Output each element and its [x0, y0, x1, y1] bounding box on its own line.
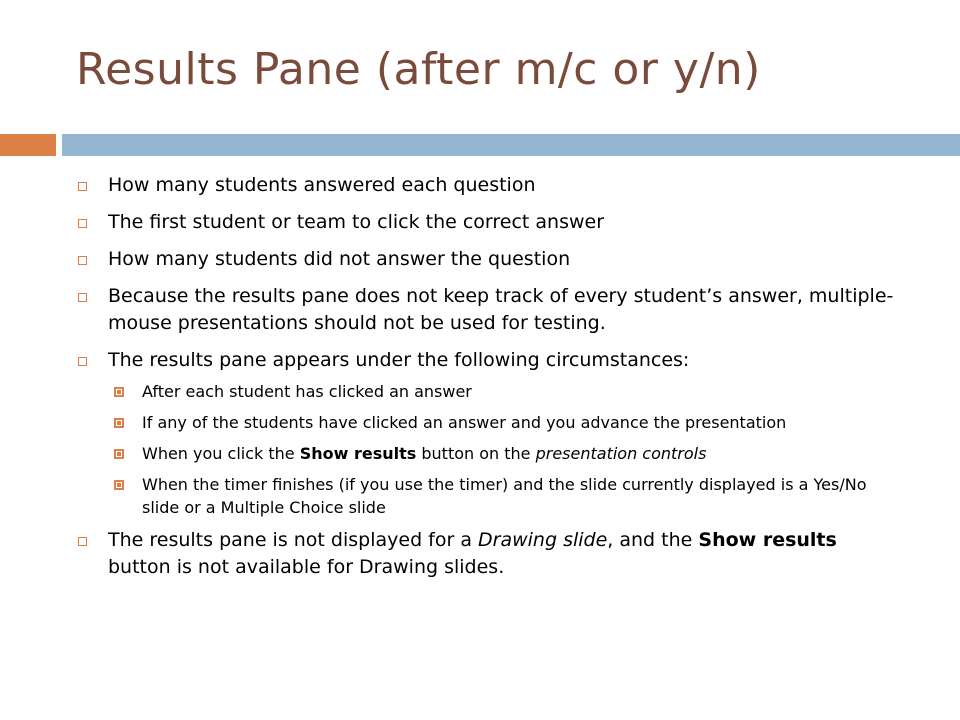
- bullet-circumstances: The results pane appears under the following circumstances:: [76, 347, 896, 374]
- square-bullet-icon: [78, 537, 87, 546]
- square-bullet-icon: [78, 357, 87, 366]
- sub-bullet-list: [76, 380, 896, 519]
- accent-bar-blue: [62, 134, 960, 156]
- bullet-list: [76, 172, 896, 591]
- sub-bullet-timer: When the timer finishes (if you use the timer) and the slide currently displayed is a Yes/No slide or a Multiple Choice slide: [76, 473, 896, 519]
- bullet-not-answered: How many students did not answer the question: [76, 246, 896, 273]
- sub-bullet-each-clicked: After each student has clicked an answer: [76, 380, 896, 403]
- square-bullet-icon: [78, 293, 87, 302]
- bullet-drawing-slide: The results pane is not displayed for a Drawing slide, and the Show results button is not available for Drawing slides.: [76, 527, 896, 581]
- filled-square-bullet-icon: [114, 449, 124, 459]
- bullet-first-correct: The first student or team to click the correct answer: [76, 209, 896, 236]
- filled-square-bullet-icon: [114, 480, 124, 490]
- square-bullet-icon: [78, 182, 87, 191]
- square-bullet-icon: [78, 219, 87, 228]
- sub-bullet-show-results: When you click the Show results button on the presentation controls: [76, 442, 896, 465]
- filled-square-bullet-icon: [114, 418, 124, 428]
- bullet-answered-count: How many students answered each question: [76, 172, 896, 199]
- square-bullet-icon: [78, 256, 87, 265]
- bullet-testing-warning: Because the results pane does not keep track of every student’s answer, multiple-mouse presentations should not be used for testing.: [76, 283, 896, 337]
- accent-bar-orange: [0, 134, 56, 156]
- slide-title: Results Pane (after m/c or y/n): [76, 44, 761, 95]
- sub-bullet-advance: If any of the students have clicked an answer and you advance the presentation: [76, 411, 896, 434]
- filled-square-bullet-icon: [114, 387, 124, 397]
